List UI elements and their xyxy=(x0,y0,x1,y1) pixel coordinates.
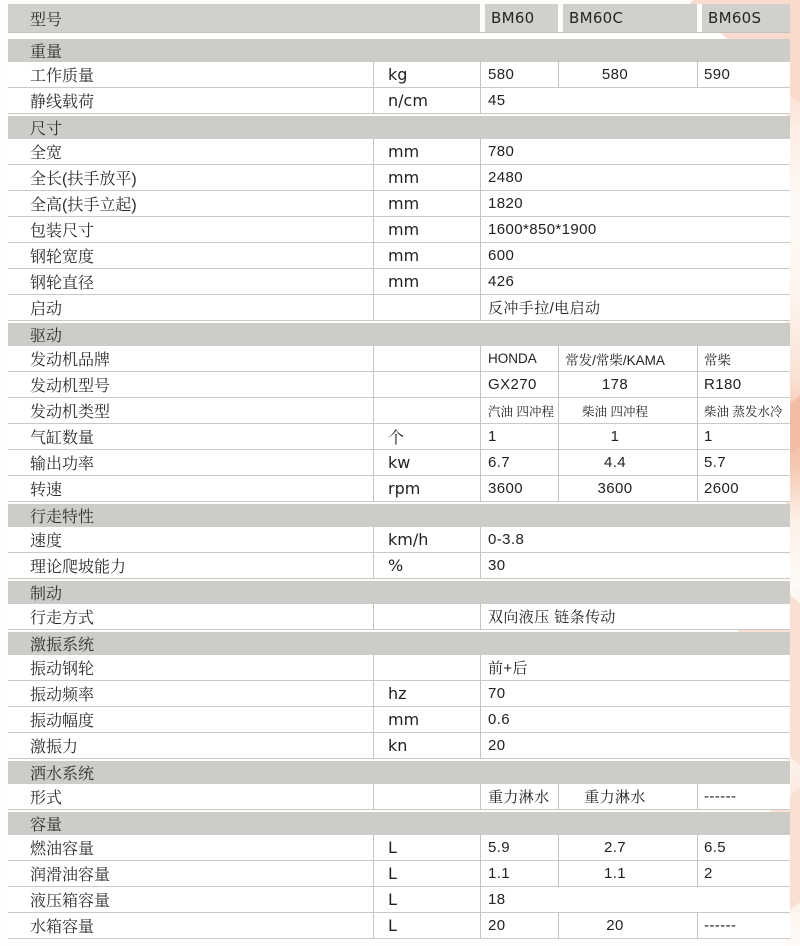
row-label: 静线载荷 xyxy=(30,94,95,111)
row-label: 全高(扶手立起) xyxy=(30,197,137,214)
spec-row xyxy=(8,835,790,861)
value-cell-bm60: 5.9 xyxy=(480,835,558,860)
spec-row xyxy=(8,450,790,476)
value-cell-all-models: 18 xyxy=(480,887,790,912)
row-label: 发动机型号 xyxy=(30,378,111,395)
value-cell-bm60c: 柴油 四冲程 xyxy=(558,398,697,423)
unit-cell xyxy=(373,784,480,809)
value-cell-bm60c: 1 xyxy=(558,424,697,449)
section-title: 制动 xyxy=(30,586,63,603)
row-label: 钢轮直径 xyxy=(30,275,95,292)
unit-cell: rpm xyxy=(373,476,480,501)
unit-cell: n/cm xyxy=(373,88,480,113)
row-label: 燃油容量 xyxy=(30,841,95,858)
unit-cell xyxy=(373,604,480,629)
row-label: 包装尺寸 xyxy=(30,223,95,240)
spec-row xyxy=(8,295,790,321)
section-header xyxy=(8,632,790,655)
value-cell-all-models: 1820 xyxy=(480,191,790,216)
table-header-row xyxy=(8,4,790,33)
section-header xyxy=(8,761,790,784)
value-cell-bm60c: 1.1 xyxy=(558,861,697,886)
row-label: 发动机品牌 xyxy=(30,352,111,369)
row-label: 全宽 xyxy=(30,145,63,162)
spec-row xyxy=(8,861,790,887)
row-label: 行走方式 xyxy=(30,610,95,627)
row-label: 激振力 xyxy=(30,739,79,756)
value-cell-bm60s: ------ xyxy=(697,784,790,809)
value-cell-all-models: 2480 xyxy=(480,165,790,190)
row-label: 全长(扶手放平) xyxy=(30,171,137,188)
row-label: 水箱容量 xyxy=(30,919,95,936)
value-cell-all-models: 0.6 xyxy=(480,707,790,732)
value-cell-bm60: 20 xyxy=(480,913,558,938)
header-model-bm60s: BM60S xyxy=(697,4,790,32)
value-cell-bm60s: 1 xyxy=(697,424,790,449)
section-header xyxy=(8,39,790,62)
section-header xyxy=(8,504,790,527)
header-unit-spacer xyxy=(373,4,480,32)
value-cell-all-models: 426 xyxy=(480,269,790,294)
spec-row xyxy=(8,139,790,165)
value-cell-bm60c: 178 xyxy=(558,372,697,397)
value-cell-bm60c: 重力淋水 xyxy=(558,784,697,809)
section-title: 驱动 xyxy=(30,328,63,345)
value-cell-all-models: 前+后 xyxy=(480,655,790,680)
value-cell-bm60s: R180 xyxy=(697,372,790,397)
value-cell-all-models: 70 xyxy=(480,681,790,706)
row-label: 工作质量 xyxy=(30,68,95,85)
spec-row xyxy=(8,655,790,681)
value-cell-bm60: 汽油 四冲程 xyxy=(480,398,558,423)
value-cell-bm60c: 580 xyxy=(558,62,697,87)
spec-row xyxy=(8,88,790,114)
value-cell-bm60: 重力淋水 xyxy=(480,784,558,809)
unit-cell: mm xyxy=(373,139,480,164)
value-cell-bm60: 6.7 xyxy=(480,450,558,475)
spec-row xyxy=(8,424,790,450)
unit-cell xyxy=(373,398,480,423)
spec-sheet xyxy=(8,4,790,939)
value-cell-all-models: 45 xyxy=(480,88,790,113)
value-cell-bm60s: ------ xyxy=(697,913,790,938)
header-model-label: 型号 xyxy=(30,11,63,29)
spec-row xyxy=(8,733,790,759)
unit-cell: mm xyxy=(373,165,480,190)
value-cell-bm60: 3600 xyxy=(480,476,558,501)
value-cell-bm60s: 2 xyxy=(697,861,790,886)
spec-row xyxy=(8,476,790,502)
value-cell-bm60s: 590 xyxy=(697,62,790,87)
value-cell-bm60s: 5.7 xyxy=(697,450,790,475)
value-cell-bm60: GX270 xyxy=(480,372,558,397)
row-label: 形式 xyxy=(30,790,63,807)
value-cell-all-models: 0-3.8 xyxy=(480,527,790,552)
spec-row xyxy=(8,62,790,88)
row-label: 振动钢轮 xyxy=(30,661,95,678)
unit-cell: % xyxy=(373,553,480,578)
section-title: 行走特性 xyxy=(30,509,95,526)
section-title: 容量 xyxy=(30,817,63,834)
row-label: 输出功率 xyxy=(30,456,95,473)
value-cell-all-models: 30 xyxy=(480,553,790,578)
value-cell-all-models: 780 xyxy=(480,139,790,164)
header-model-bm60c: BM60C xyxy=(558,4,697,32)
row-label: 速度 xyxy=(30,533,63,550)
spec-row xyxy=(8,681,790,707)
spec-row xyxy=(8,913,790,939)
value-cell-all-models: 20 xyxy=(480,733,790,758)
row-label: 钢轮宽度 xyxy=(30,249,95,266)
row-label: 振动幅度 xyxy=(30,713,95,730)
row-label: 液压箱容量 xyxy=(30,893,111,910)
spec-row xyxy=(8,217,790,243)
value-cell-bm60: 1 xyxy=(480,424,558,449)
value-cell-bm60c: 2.7 xyxy=(558,835,697,860)
unit-cell: hz xyxy=(373,681,480,706)
value-cell-bm60: 1.1 xyxy=(480,861,558,886)
spec-row xyxy=(8,243,790,269)
value-cell-bm60s: 常柴 xyxy=(697,346,790,371)
row-label: 润滑油容量 xyxy=(30,867,111,884)
value-cell-all-models: 双向液压 链条传动 xyxy=(480,604,790,629)
spec-row xyxy=(8,527,790,553)
value-cell-bm60c: 20 xyxy=(558,913,697,938)
section-title: 重量 xyxy=(30,44,63,61)
unit-cell: L xyxy=(373,835,480,860)
spec-row xyxy=(8,165,790,191)
unit-cell: mm xyxy=(373,269,480,294)
section-title: 洒水系统 xyxy=(30,766,95,783)
unit-cell: kw xyxy=(373,450,480,475)
unit-cell xyxy=(373,346,480,371)
row-label: 气缸数量 xyxy=(30,430,95,447)
row-label: 振动频率 xyxy=(30,687,95,704)
value-cell-all-models: 600 xyxy=(480,243,790,268)
spec-row xyxy=(8,191,790,217)
header-model-bm60: BM60 xyxy=(480,4,558,32)
spec-row xyxy=(8,553,790,579)
value-cell-bm60c: 3600 xyxy=(558,476,697,501)
unit-cell: kn xyxy=(373,733,480,758)
unit-cell: L xyxy=(373,861,480,886)
unit-cell: mm xyxy=(373,191,480,216)
unit-cell: kg xyxy=(373,62,480,87)
value-cell-bm60s: 柴油 蒸发水冷 xyxy=(697,398,790,423)
value-cell-bm60: 580 xyxy=(480,62,558,87)
unit-cell xyxy=(373,295,480,320)
value-cell-all-models: 反冲手拉/电启动 xyxy=(480,295,790,320)
value-cell-bm60c: 常发/常柴/KAMA xyxy=(558,346,697,371)
section-header xyxy=(8,812,790,835)
spec-row xyxy=(8,269,790,295)
spec-row xyxy=(8,346,790,372)
row-label: 启动 xyxy=(30,301,63,318)
value-cell-all-models: 1600*850*1900 xyxy=(480,217,790,242)
spec-row xyxy=(8,707,790,733)
value-cell-bm60: HONDA xyxy=(480,346,558,371)
section-header xyxy=(8,116,790,139)
unit-cell xyxy=(373,372,480,397)
section-title: 尺寸 xyxy=(30,121,63,138)
value-cell-bm60c: 4.4 xyxy=(558,450,697,475)
section-title: 激振系统 xyxy=(30,637,95,654)
spec-row xyxy=(8,398,790,424)
section-header xyxy=(8,581,790,604)
unit-cell: km/h xyxy=(373,527,480,552)
value-cell-bm60s: 6.5 xyxy=(697,835,790,860)
spec-row xyxy=(8,604,790,630)
table-body xyxy=(8,39,790,939)
row-label: 发动机类型 xyxy=(30,404,111,421)
row-label: 转速 xyxy=(30,482,63,499)
spec-row xyxy=(8,372,790,398)
row-label: 理论爬坡能力 xyxy=(30,559,127,576)
spec-row xyxy=(8,784,790,810)
unit-cell: mm xyxy=(373,217,480,242)
section-header xyxy=(8,323,790,346)
unit-cell: 个 xyxy=(373,424,480,449)
value-cell-bm60s: 2600 xyxy=(697,476,790,501)
unit-cell: L xyxy=(373,913,480,938)
unit-cell: mm xyxy=(373,707,480,732)
unit-cell xyxy=(373,655,480,680)
unit-cell: mm xyxy=(373,243,480,268)
spec-row xyxy=(8,887,790,913)
unit-cell: L xyxy=(373,887,480,912)
